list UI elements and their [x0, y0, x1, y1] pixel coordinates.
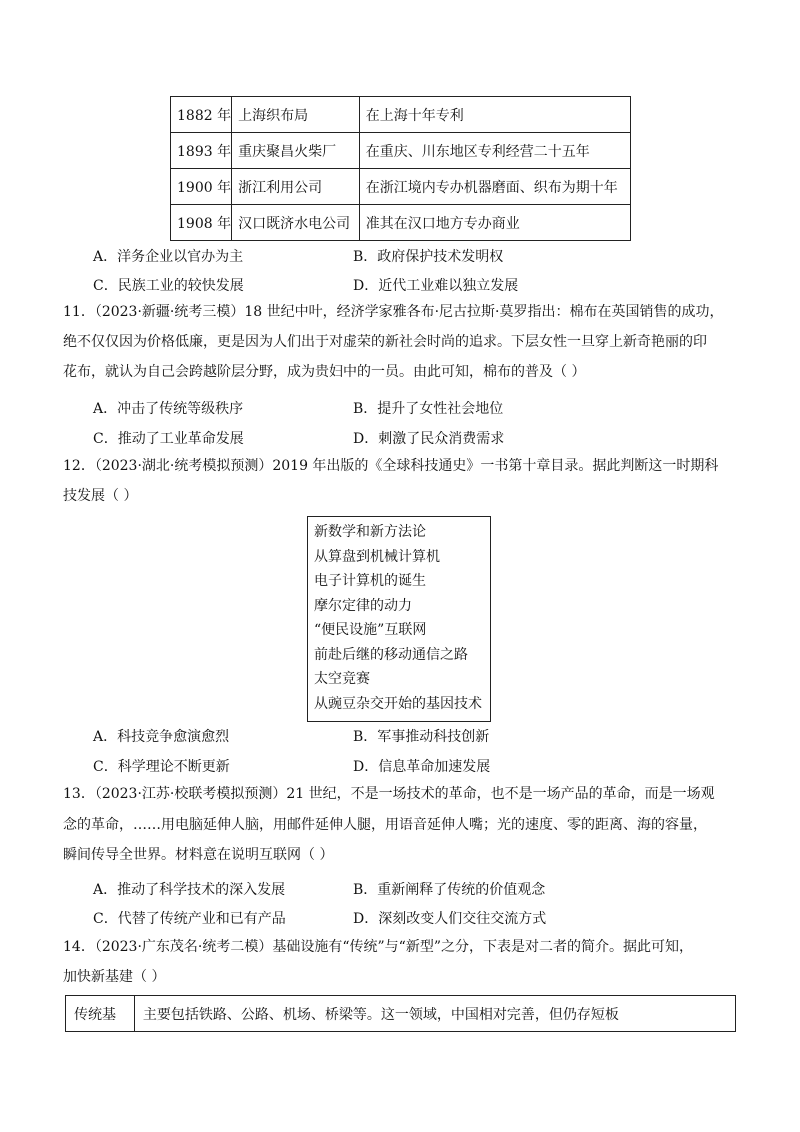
q14-stem-line2: 加快新基建（ ）	[63, 969, 166, 985]
table-row	[171, 133, 631, 169]
q11-stem-line1: 11．（2023·新疆·统考三模）18 世纪中叶，经济学家雅各布·尼古拉斯·莫罗指出：棉布在英国销售的成功，	[63, 304, 724, 320]
enterprise-cell: 上海织布局	[232, 97, 360, 133]
enterprise-cell: 重庆聚昌火柴厂	[232, 133, 360, 169]
q12-stem-line1: 12．（2023·湖北·统考模拟预测）2019 年出版的《全球科技通史》一书第十章目录。据此判断这一时期科	[63, 458, 719, 474]
row-label-cell: 传统基	[66, 996, 135, 1032]
enterprise-privilege-table	[170, 96, 631, 241]
year-cell: 1908 年	[171, 205, 232, 241]
q11-stem-line3: 花布，就认为自己会跨越阶层分野，成为贵妇中的一员。由此可知，棉布的普及（ ）	[63, 364, 586, 380]
table-row	[171, 205, 631, 241]
q13-option-a[interactable]: A．推动了科学技术的深入发展	[93, 882, 286, 898]
q10-option-c[interactable]: C．民族工业的较快发展	[93, 278, 244, 294]
q10-option-a[interactable]: A．洋务企业以官办为主	[93, 249, 244, 265]
contents-item: 前赴后继的移动通信之路	[314, 646, 468, 663]
q14-stem-line1: 14．（2023·广东茂名·统考二模）基础设施有“传统”与“新型”之分，下表是对二者的简介。据此可知，	[63, 939, 693, 955]
enterprise-cell: 浙江利用公司	[232, 169, 360, 205]
q11-option-c[interactable]: C．推动了工业革命发展	[93, 431, 244, 447]
infrastructure-table	[65, 995, 736, 1032]
q13-option-c[interactable]: C．代替了传统产业和已有产品	[93, 911, 286, 927]
year-cell: 1900 年	[171, 169, 232, 205]
enterprise-cell: 汉口既济水电公司	[232, 205, 360, 241]
table-row	[66, 996, 736, 1032]
q12-stem-line2: 技发展（ ）	[63, 488, 138, 504]
table-row	[171, 169, 631, 205]
contents-item: 摩尔定律的动力	[314, 597, 412, 614]
q12-option-a[interactable]: A．科技竞争愈演愈烈	[93, 729, 230, 745]
q11-option-d[interactable]: D．刺激了民众消费需求	[353, 431, 505, 447]
privilege-cell: 在重庆、川东地区专利经营二十五年	[359, 133, 630, 169]
contents-item: “便民设施”互联网	[314, 622, 427, 638]
q12-option-d[interactable]: D．信息革命加速发展	[353, 759, 491, 775]
q12-option-c[interactable]: C．科学理论不断更新	[93, 759, 230, 775]
privilege-cell: 在浙江境内专办机器磨面、织布为期十年	[359, 169, 630, 205]
q10-option-b[interactable]: B．政府保护技术发明权	[353, 249, 504, 265]
row-text-cell: 主要包括铁路、公路、机场、桥梁等。这一领域，中国相对完善，但仍存短板	[134, 996, 735, 1032]
contents-item: 新数学和新方法论	[314, 524, 426, 540]
q11-stem-line2: 绝不仅仅因为价格低廉，更是因为人们出于对虚荣的新社会时尚的追求。下层女性一旦穿上新奇艳丽的印	[63, 334, 707, 350]
q13-stem-line3: 瞬间传导全世界。材料意在说明互联网（ ）	[63, 847, 334, 863]
q13-stem-line2: 念的革命，……用电脑延伸人脑，用邮件延伸人腿，用语音延伸人嘴；光的速度、零的距离、海的容量，	[63, 817, 707, 833]
q12-option-b[interactable]: B．军事推动科技创新	[353, 729, 490, 745]
privilege-cell: 在上海十年专利	[359, 97, 630, 133]
contents-item: 从算盘到机械计算机	[314, 548, 440, 565]
q13-stem-line1: 13．（2023·江苏·校联考模拟预测）21 世纪，不是一场技术的革命，也不是一场产品的革命，而是一场观	[63, 786, 715, 802]
table-row	[171, 97, 631, 133]
q11-option-b[interactable]: B．提升了女性社会地位	[353, 401, 504, 417]
contents-item: 从豌豆杂交开始的基因技术	[314, 695, 482, 712]
contents-item: 电子计算机的诞生	[314, 573, 426, 589]
privilege-cell: 准其在汉口地方专办商业	[359, 205, 630, 241]
year-cell: 1893 年	[171, 133, 232, 169]
book-contents-box	[307, 516, 491, 722]
q11-option-a[interactable]: A．冲击了传统等级秩序	[93, 401, 244, 417]
q10-option-d[interactable]: D．近代工业难以独立发展	[353, 278, 519, 294]
year-cell: 1882 年	[171, 97, 232, 133]
contents-item: 太空竞赛	[314, 671, 370, 687]
q13-option-b[interactable]: B．重新阐释了传统的价值观念	[353, 882, 546, 898]
q13-option-d[interactable]: D．深刻改变人们交往交流方式	[353, 911, 547, 927]
